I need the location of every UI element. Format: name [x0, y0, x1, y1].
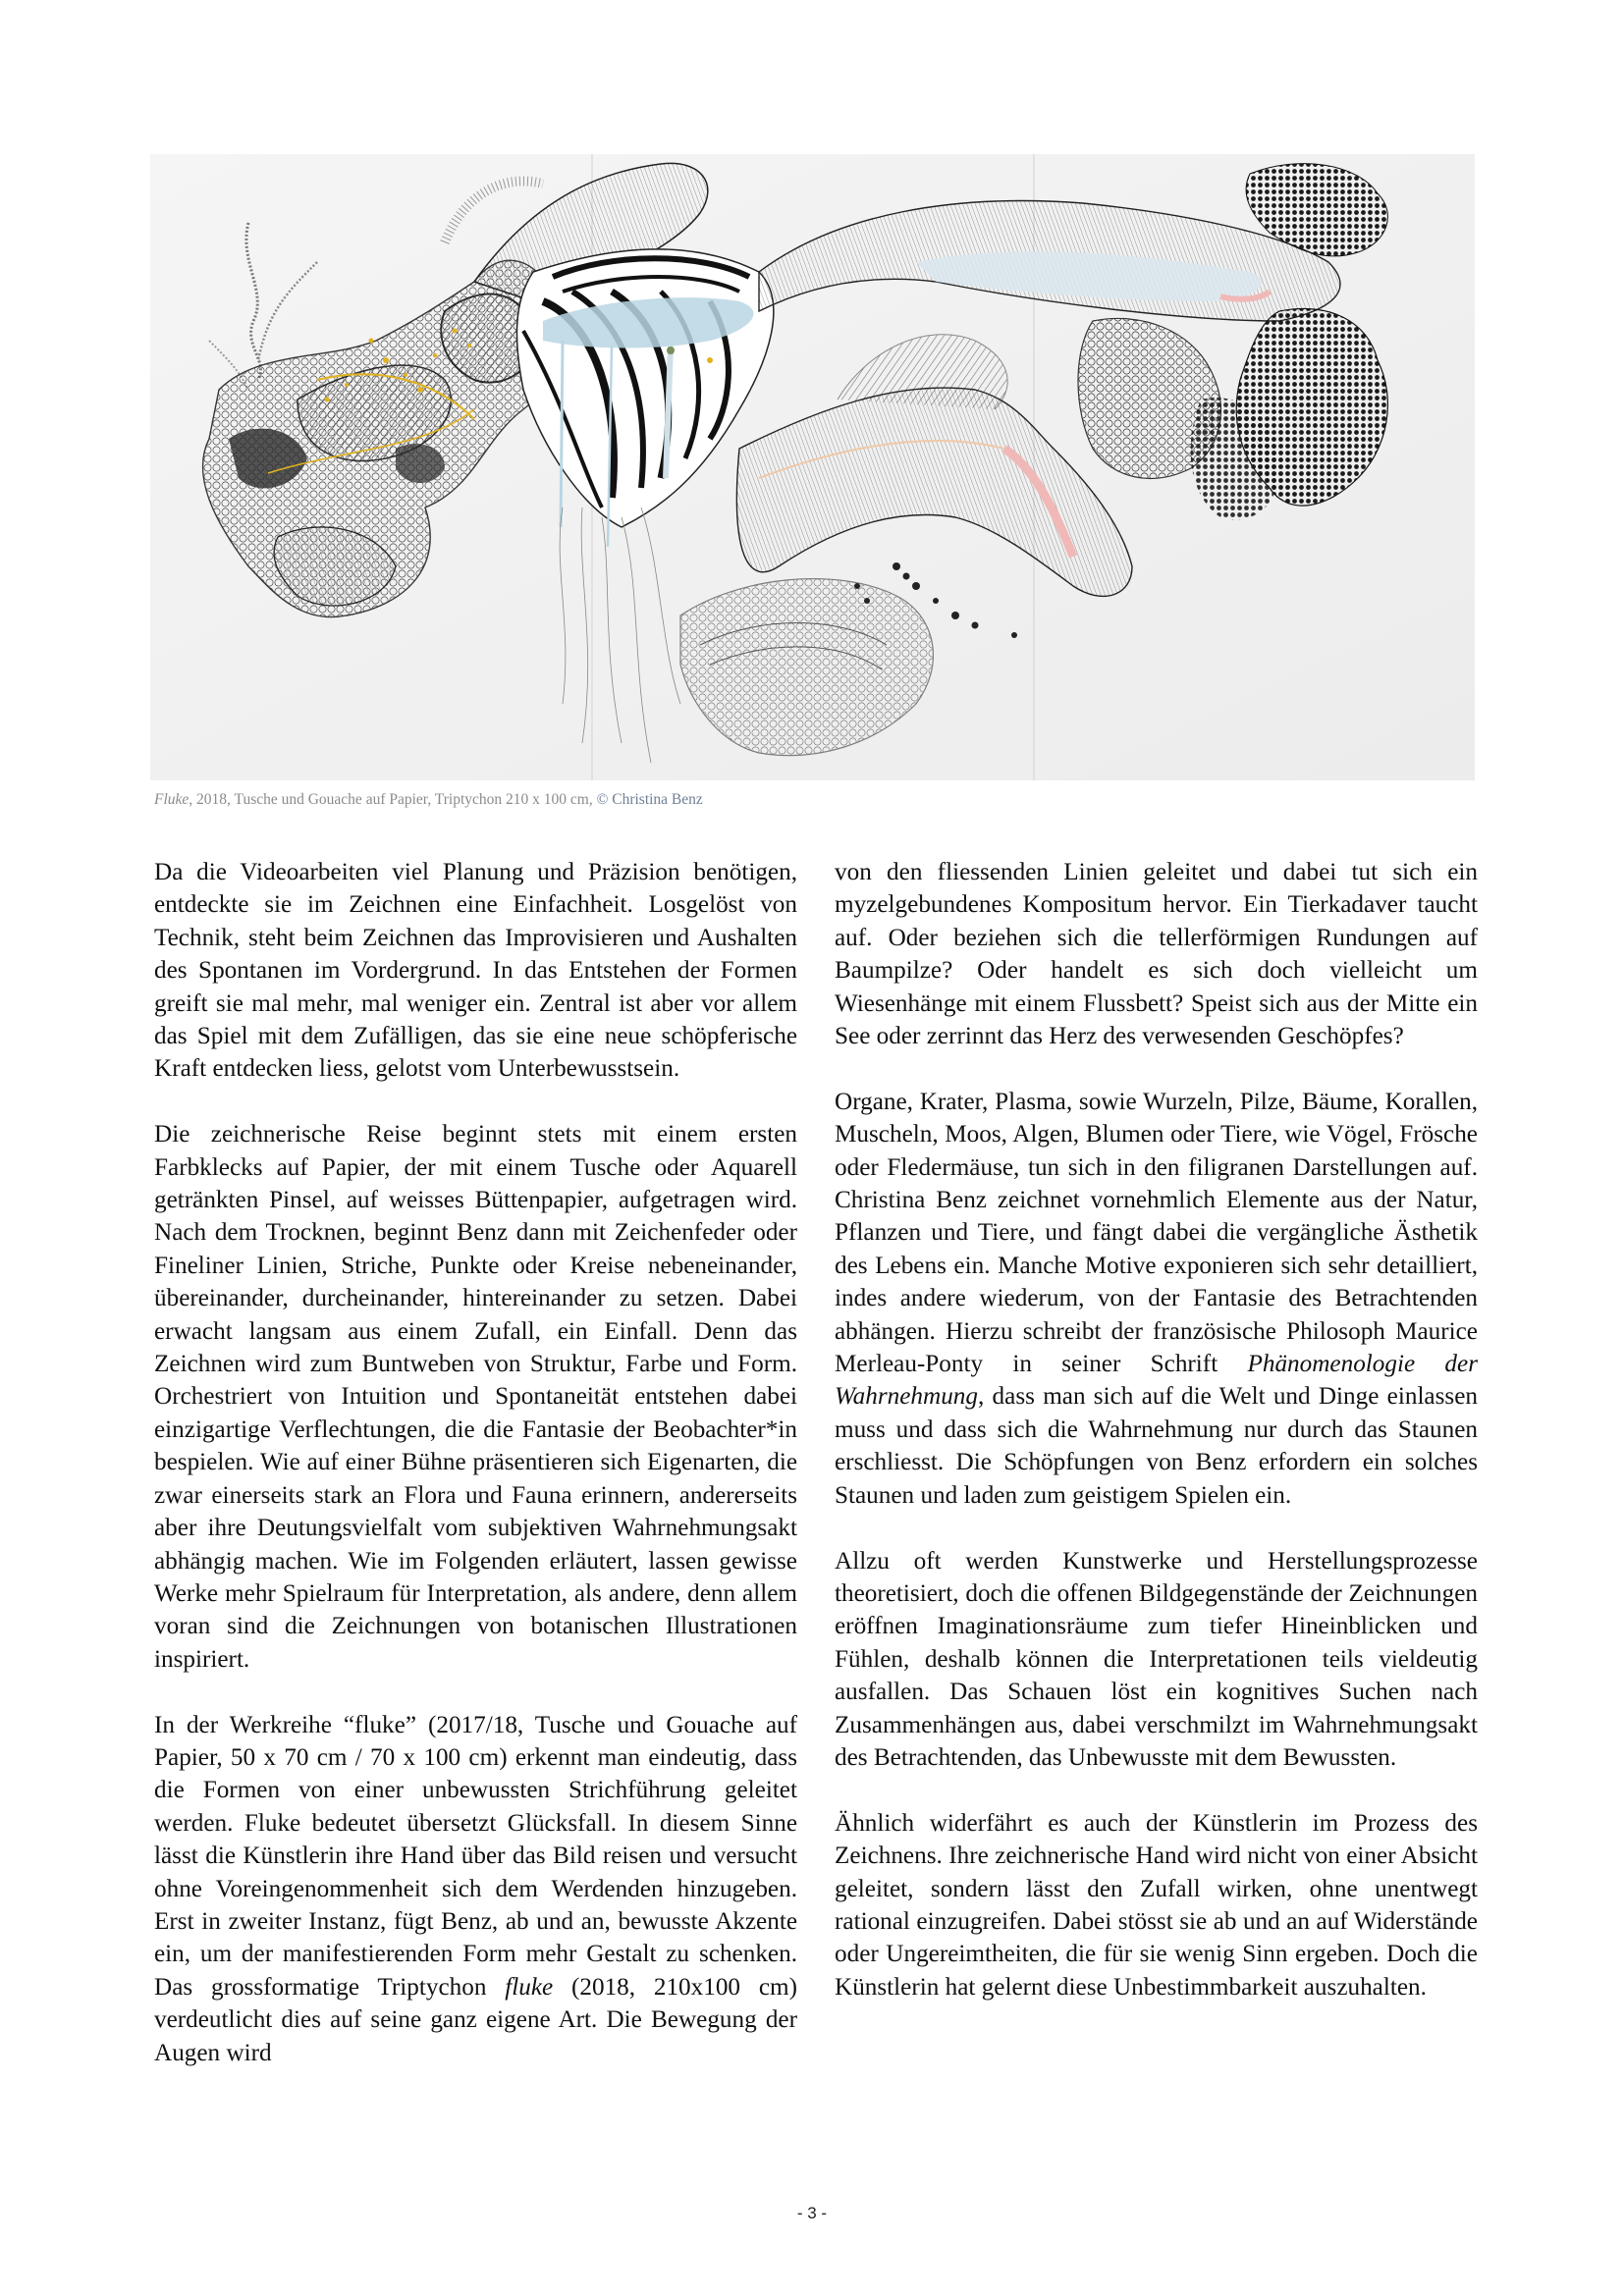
artwork-image	[150, 154, 1475, 780]
triptych-drawing	[150, 154, 1475, 780]
paragraph: Ähnlich widerfährt es auch der Künstlerin im Prozess des Zeichnens. Ihre zeichnerische Hand wird nicht von einer Absicht geleitet, sondern lässt den Zufall wirken, ohne unentwegt rational einzugreifen. Dabei stösst sie ab und an auf Widerstände oder Ungereimtheiten, die für sie wenig Sinn ergeben. Doch die Künstlerin hat gelernt diese Unbestimmbarkeit auszuhalten.	[835, 1809, 1478, 2001]
figure-caption	[154, 791, 703, 809]
caption-title: Fluke	[154, 791, 189, 808]
book-title-italic: Phänomenologie der Wahrnehmung	[835, 1351, 1478, 1411]
left-column	[154, 856, 797, 2102]
paragraph: Allzu oft werden Kunstwerke und Herstellungsprozesse theoretisiert, doch die offenen Bildgegenstände der Zeichnungen eröffnen Imaginationsräume zum tiefer Hineinblicken und Fühlen, deshalb können die Interpretationen teils vieldeutig ausfallen. Das Schauen löst ein kognitives Suchen nach Zusammenhängen aus, dabei verschmilzt im Wahrnehmungsakt des Betrachtenden, das Unbewusste mit dem Bewussten.	[835, 1547, 1478, 1771]
paragraph-text: , dass man sich auf die Welt und Dinge einlassen muss und dass sich die Wahrnehmung nur durch das Staunen erschliesst. Die Schöpfungen von Benz erfordern ein solches Staunen und laden zum geistigem Spielen ein.	[835, 1383, 1478, 1509]
paragraph: von den fliessenden Linien geleitet und dabei tut sich ein myzelgebundenes Kompositum hervor. Ein Tierkadaver taucht auf. Oder beziehen sich die tellerförmigen Rundungen auf Baumpilze? Oder handelt es sich doch vielleicht um Wiesenhänge mit einem Flussbett? Speist sich aus der Mitte ein See oder zerrinnt das Herz des verwesenden Geschöpfes?	[835, 859, 1478, 1050]
page-number: - 3 -	[796, 2204, 828, 2222]
paragraph-text: Organe, Krater, Plasma, sowie Wurzeln, Pilze, Bäume, Korallen, Muscheln, Moos, Algen, Blumen oder Tiere, wie Vögel, Frösche oder Fledermäuse, tun sich in den filigranen Darstellungen auf. Christina Benz zeichnet vornehmlich Elemente aus der Natur, Pflanzen und Tiere, und fängt dabei die vergängliche Ästhetik des Lebens ein. Manche Motive exponieren sich sehr detailliert, indes andere wiederum, von der Fantasie des Betrachtenden abhängen. Hierzu schreibt der französische Philosoph Maurice Merleau-Ponty in seiner Schrift	[835, 1088, 1478, 1378]
caption-credit: © Christina Benz	[596, 791, 703, 808]
paragraph-text: (2018, 210x100 cm) verdeutlicht dies auf seine ganz eigene Art. Die Bewegung der Augen wird	[154, 1973, 797, 2066]
paragraph	[154, 1709, 797, 2069]
paragraph: Da die Videoarbeiten viel Planung und Präzision benötigen, entdeckte sie im Zeichnen eine Einfachheit. Losgelöst von Technik, steht beim Zeichnen das Improvisieren und Aushalten des Spontanen im Vordergrund. In das Entstehen der Formen greift sie mal mehr, mal weniger ein. Zentral ist aber vor allem das Spiel mit dem Zufälligen, das sie eine neue schöpferische Kraft entdecken liess, gelotst vom Unterbewusstsein.	[154, 859, 797, 1083]
paragraph	[835, 1086, 1478, 1512]
paragraph-text: In der Werkreihe “fluke” (2017/18, Tusche und Gouache auf Papier, 50 x 70 cm / 70 x 100 cm) erkennt man eindeutig, dass die Formen von einer unbewussten Strichführung geleitet werden. Fluke bedeutet übersetzt Glücksfall. In diesem Sinne lässt die Künstlerin ihre Hand über das Bild reisen und versucht ohne Voreingenommenheit sich dem Werdenden hinzugeben. Erst in zweiter Instanz, fügt Benz, ab und an, bewusste Akzente ein, um der manifestierenden Form mehr Gestalt zu schenken. Das grossformatige Triptychon	[154, 1711, 797, 2001]
paragraph: Die zeichnerische Reise beginnt stets mit einem ersten Farbklecks auf Papier, der mit einem Tusche oder Aquarell getränkten Pinsel, auf weisses Büttenpapier, aufgetragen wird. Nach dem Trocknen, beginnt Benz dann mit Zeichenfeder oder Fineliner Linien, Striche, Punkte oder Kreise nebeneinander, übereinander, durcheinander, hintereinander zu setzen. Dabei erwacht langsam aus einem Zufall, ein Einfall. Denn das Zeichnen wird zum Buntweben von Struktur, Farbe und Form. Orchestriert von Intuition und Spontaneität entstehen dabei einzigartige Verflechtungen, die die Fantasie der Beobachter*in bespielen. Wie auf einer Bühne präsentieren sich Eigenarten, die zwar einerseits stark an Flora und Fauna erinnern, andererseits aber ihre Deutungsvielfalt vom subjektiven Wahrnehmungsakt abhängig machen. Wie im Folgenden erläutert, lassen gewisse Werke mehr Spielraum für Interpretation, als andere, denn allem voran sind die Zeichnungen von botanischen Illustrationen inspiriert.	[154, 1121, 797, 1673]
work-title-italic: fluke	[505, 1973, 554, 2001]
caption-details: , 2018, Tusche und Gouache auf Papier, Triptychon 210 x 100 cm,	[189, 791, 597, 808]
right-column	[835, 856, 1478, 2037]
